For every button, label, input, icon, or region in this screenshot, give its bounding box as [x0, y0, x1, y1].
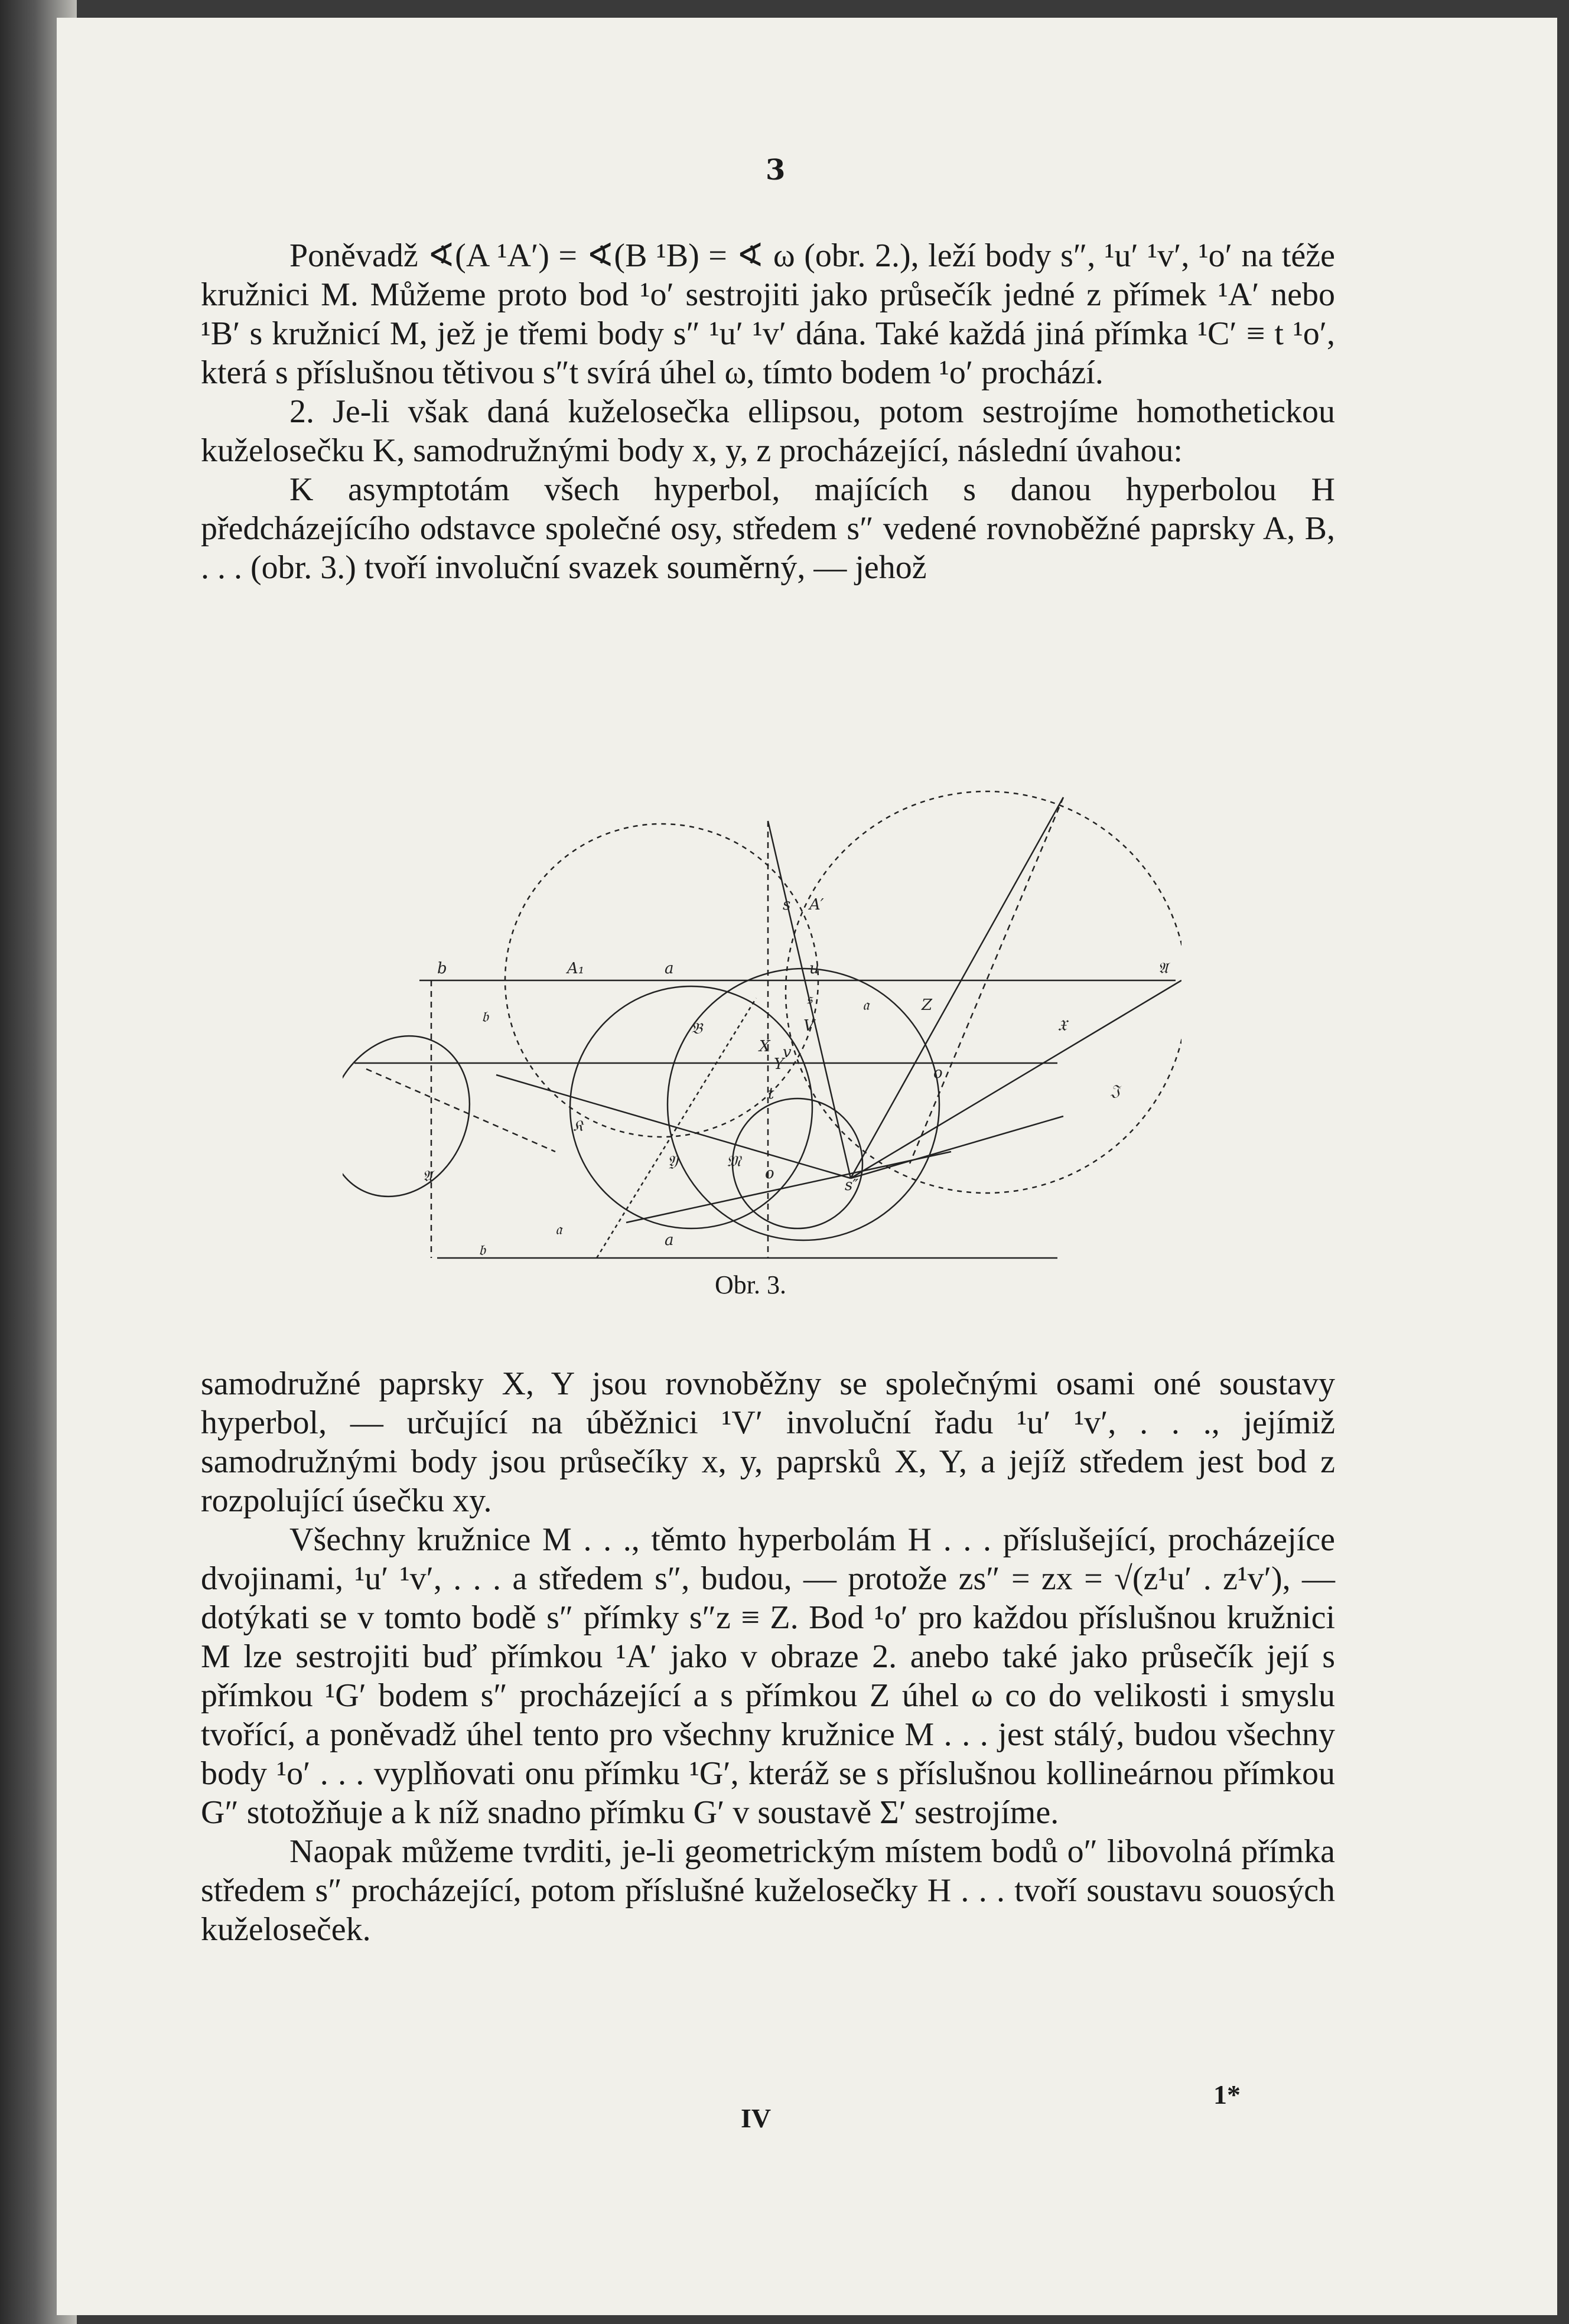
paragraph-5: Všechny kružnice M . . ., těmto hyperbolám H . . . příslušející, procházejíce dvojinami, ¹u′ ¹v′, . . . a středem s″, budou, — protože zs″ = zx = √(z¹u′ . z¹v′), — dotýkati se v tomto bodě s″ přímky s″z ≡ Z. Bod ¹o′ pro každou příslušnou kružnici M lze sestrojiti buď přímkou ¹A′ jako v obraze 2. anebo také jako průsečík její s přímkou ¹G′ bodem s″ procházející a s přímkou Z úhel ω co do velikosti i smyslu tvořící, a poněvadž úhel tento pro všechny kružnice M . . . jest stálý, budou všechny body ¹o′ . . . vyplňovati onu přímku ¹G′, kteráž se s příslušnou kollineárnou přímkou G″ stotožňuje a k níž snadno přímku G′ v soustavě Σ′ sestrojíme.	[201, 1521, 1335, 1831]
dashed-circle-right	[786, 791, 1181, 1193]
ray-5	[851, 1116, 1063, 1178]
fig-label: X	[759, 1038, 770, 1055]
figure-caption: Obr. 3.	[715, 1270, 786, 1299]
circle-large	[668, 969, 939, 1240]
fig-label: 𝔎	[573, 1117, 583, 1135]
fig-label: 𝔞	[862, 996, 870, 1014]
fig-label: A′	[809, 896, 824, 914]
fig-label: 𝔜	[668, 1153, 678, 1171]
fig-label: 𝔟	[478, 1241, 486, 1259]
fig-label: A₁	[567, 960, 585, 977]
fig-label: V	[803, 1017, 815, 1035]
fig-label: o	[933, 1064, 943, 1082]
ellipse-left	[343, 1013, 495, 1220]
fig-label: s	[783, 896, 791, 914]
paragraph-1: Poněvadž ∢(A ¹A′) = ∢(B ¹B) = ∢ ω (obr. 2.), leží body s″, ¹u′ ¹v′, ¹o′ na téže kružnici M. Můžeme proto bod ¹o′ sestrojiti jako průsečík jedné z přímek ¹A′ nebo ¹B′ s kružnicí M, jež je třemi body s″ ¹u′ ¹v′ dána. Také každá jiná přímka ¹C′ ≡ t ¹o′, která s příslušnou tětivou s″t svírá úhel ω, tímto bodem ¹o′ prochází.	[201, 237, 1335, 391]
fig-label: 𝔍	[1111, 1082, 1120, 1100]
paragraph-2: 2. Je-li však daná kuželosečka ellipsou, potom sestrojíme homothetickou kuželosečku K, samodružnými body x, y, z procházející, následní úvahou:	[201, 393, 1335, 469]
fig-label: a	[665, 960, 674, 977]
fig-label: 𝔞	[555, 1221, 562, 1238]
fig-label: o	[765, 1165, 774, 1182]
fig-label: s″	[845, 1176, 859, 1194]
figure-3-construction	[343, 750, 1181, 1282]
signature-mark: IV	[741, 2103, 772, 2133]
fig-label: u	[809, 960, 819, 977]
fig-label: 𝔄	[422, 1168, 433, 1185]
text-block-top	[201, 236, 1335, 587]
fig-label: a	[665, 1231, 674, 1249]
dashed-diag-left	[366, 1069, 555, 1152]
fig-label: Z	[922, 996, 933, 1014]
fig-label: Y	[774, 1055, 784, 1073]
fig-label: 𝔄	[1158, 960, 1168, 977]
fig-label: 𝔅	[691, 1020, 702, 1038]
fig-label: b	[437, 960, 447, 977]
fig-label: v	[783, 1044, 792, 1061]
fig-label: 𝔛	[1057, 1017, 1067, 1035]
ray-1	[851, 797, 1063, 1178]
fig-label: 𝔰	[806, 990, 812, 1008]
sheet-mark: 1*	[1213, 2079, 1241, 2110]
fig-label: 𝔟	[481, 1008, 489, 1026]
paragraph-6: Naopak můžeme tvrditi, je-li geometrickým místem bodů o″ libovolná přímka středem s″ procházející, potom příslušné kuželosečky H . . . tvoří soustavu souosých kuželoseček.	[201, 1833, 1335, 1948]
page-number: 3	[766, 154, 786, 187]
paragraph-4: samodružné paprsky X, Y jsou rovnoběžny se společnými osami oné soustavy hyperbol, — určující na úběžnici ¹V′ involuční řadu ¹u′ ¹v′, . . ., jejímiž samodružnými body jsou průsečíky x, y, paprsků X, Y, a jejíž středem jest bod z rozpolující úsečku xy.	[201, 1365, 1335, 1519]
fig-label: 𝔐	[727, 1153, 741, 1171]
text-block-bottom	[201, 1364, 1335, 1949]
paragraph-3: K asymptotám všech hyperbol, majících s danou hyperbolou H předcházejícího odstavce společné osy, středem s″ vedené rovnoběžné paprsky A, B, . . . (obr. 3.) tvoří involuční svazek souměrný, — jehož	[201, 471, 1335, 586]
fig-label: t	[768, 1085, 774, 1103]
